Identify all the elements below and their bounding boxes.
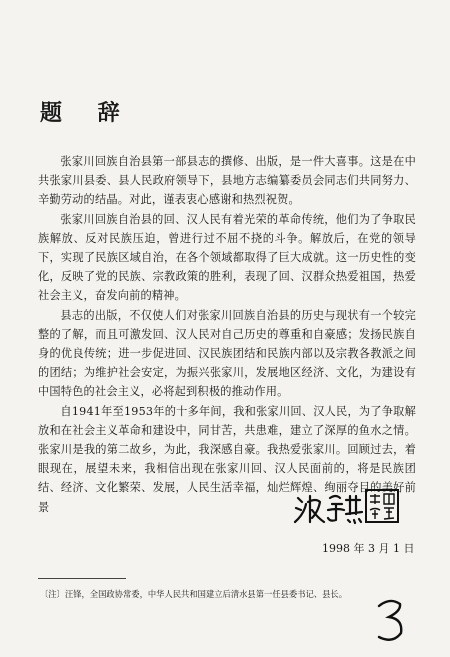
footnote-divider bbox=[38, 578, 126, 579]
paragraph-4: 自1941年至1953年的十多年间，我和张家川回、汉人民，为了争取解放和在社会主义革命和建设中，同甘苦，共患难，建立了深厚的鱼水之情。张家川是我的第二故乡，为此，我深感自豪。我热爱张家川。回顾过去，着眼现在，展望未来，我相信出现在张家川回、汉人民面前的，将是民族团结、经济、文化繁荣、发展，人民生活幸福，灿烂辉煌、绚丽夺目的美好前景 bbox=[38, 404, 416, 514]
paragraph-1: 张家川回族自治县第一部县志的撰修、出版，是一件大喜事。这是在中共张家川县委、县人民政府领导下，县地方志编纂委员会同志们共同努力、辛勤劳动的结晶。对此，谨表衷心感谢和热烈祝贺。 bbox=[38, 155, 416, 207]
body-text bbox=[38, 152, 416, 517]
handwritten-signature bbox=[292, 488, 402, 528]
date-line: 1998 年 3 月 1 日 bbox=[322, 542, 415, 555]
page-title: 题 辞 bbox=[40, 101, 134, 126]
paragraph-3: 县志的出版，不仅使人们对张家川回族自治县的历史与现状有一个较完整的了解，而且可激发回、汉人民对自己历史的尊重和自豪感；发扬民族自身的优良传统；进一步促进回、汉民族团结和民族内部以及宗教各教派之间的团结；为维护社会安定，为振兴张家川，发展地区经济、文化，为建设有中国特色的社会主义，必将起到积极的推动作用。 bbox=[38, 308, 416, 399]
seal-stamp bbox=[366, 490, 398, 522]
paragraph-2: 张家川回族自治县的回、汉人民有着光荣的革命传统，他们为了争取民族解放、反对民族压迫，曾进行过不屈不挠的斗争。解放后，在党的领导下，实现了民族区域自治，在各个领域都取得了巨大成就。这一历史性的变化，反映了党的民族、宗教政策的胜利，表现了回、汉群众热爱祖国，热爱社会主义，奋发向前的精神。 bbox=[38, 212, 416, 303]
footnote: 〔注〕汪锋，全国政协常委，中华人民共和国建立后清水县第一任县委书记、县长。 bbox=[40, 589, 347, 599]
handwritten-page-number bbox=[374, 596, 408, 646]
